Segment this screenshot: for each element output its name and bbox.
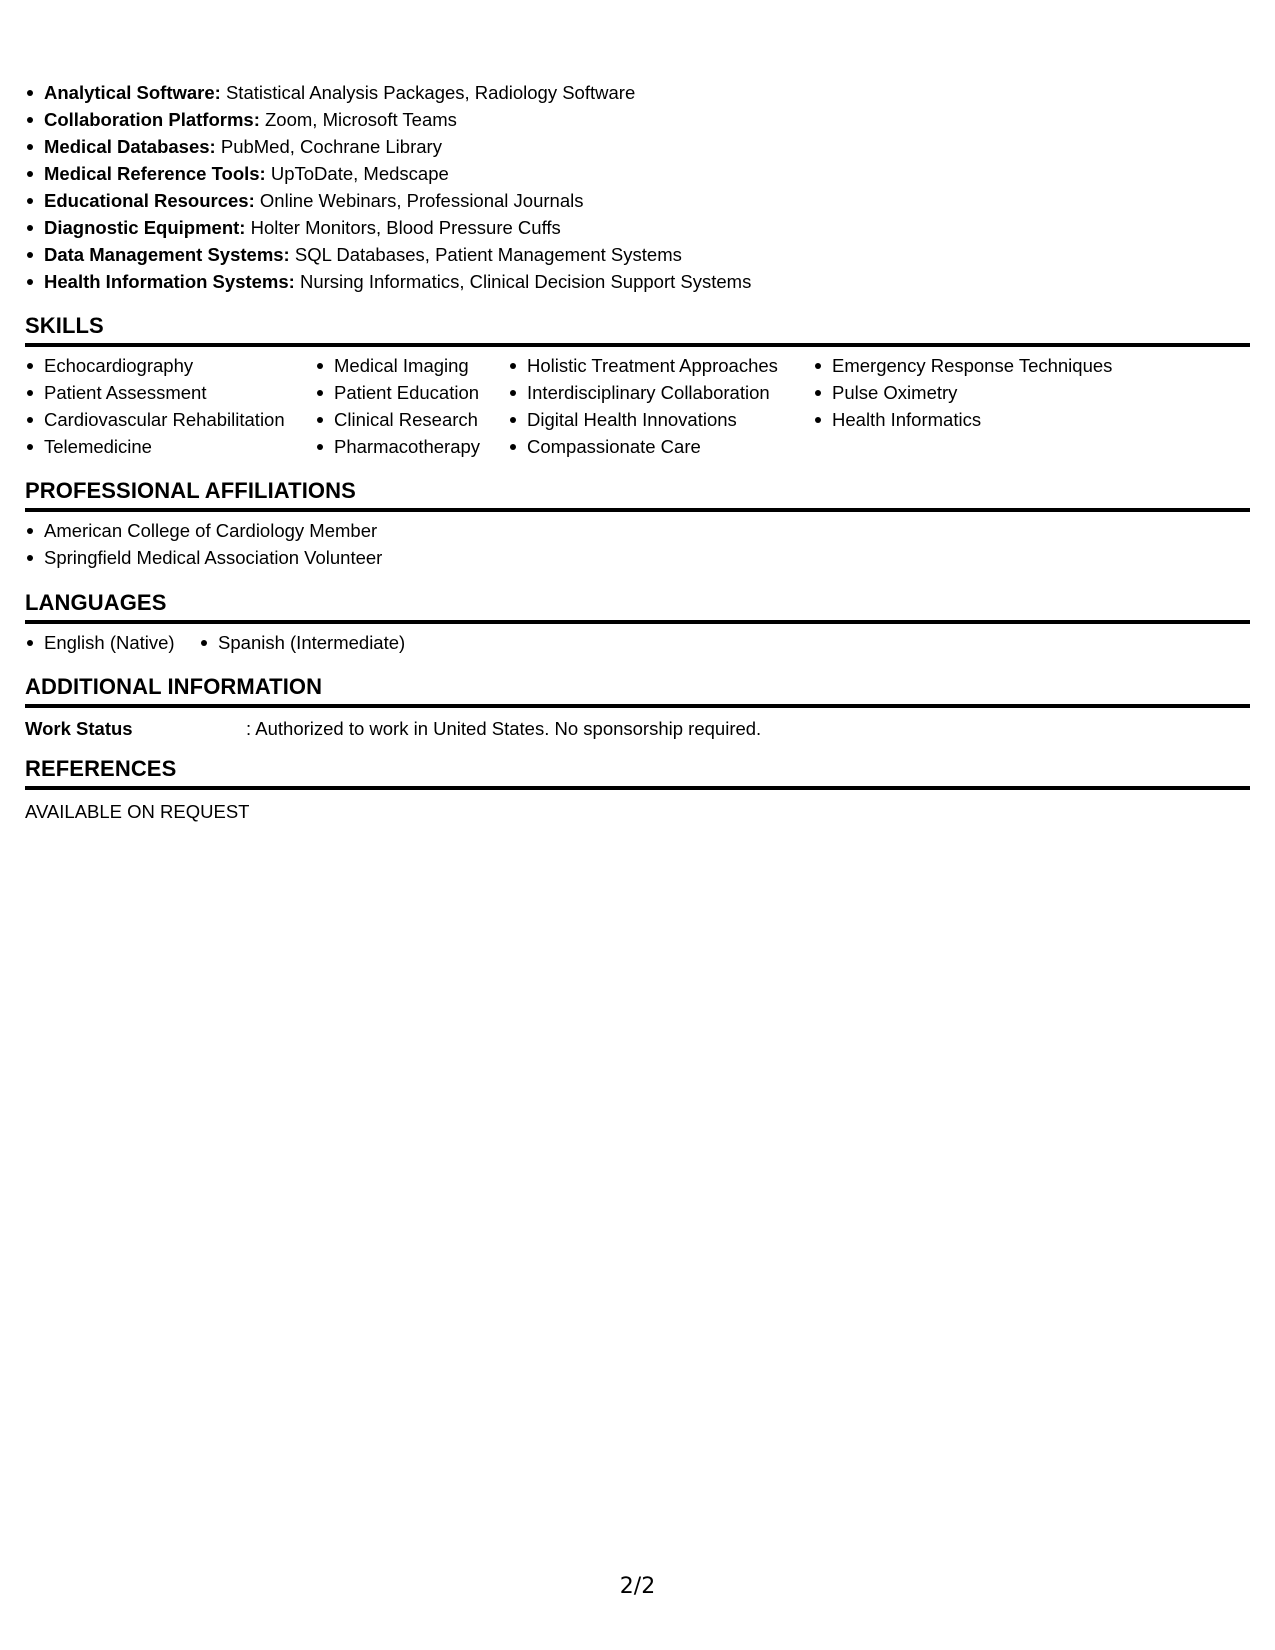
affiliations-heading: PROFESSIONAL AFFILIATIONS <box>25 478 1250 512</box>
tool-item <box>25 241 751 268</box>
affiliation-item: Springfield Medical Association Volunteer <box>25 544 382 571</box>
skill-item: Patient Education <box>315 379 480 406</box>
skills-column <box>315 352 480 460</box>
tool-item <box>25 106 751 133</box>
references-text: AVAILABLE ON REQUEST <box>25 801 250 822</box>
skill-item: Health Informatics <box>813 406 1112 433</box>
skill-item: Compassionate Care <box>508 433 778 460</box>
skill-item: Medical Imaging <box>315 352 480 379</box>
skill-item: Telemedicine <box>25 433 285 460</box>
tool-value: Online Webinars, Professional Journals <box>254 190 584 211</box>
page-number: 2/2 <box>619 1574 656 1599</box>
language-item: English (Native) <box>25 629 175 656</box>
skill-item: Clinical Research <box>315 406 480 433</box>
tool-label: Analytical Software: <box>44 82 221 103</box>
skill-item: Patient Assessment <box>25 379 285 406</box>
skill-item: Holistic Treatment Approaches <box>508 352 778 379</box>
tool-label: Diagnostic Equipment: <box>44 217 246 238</box>
skills-heading: SKILLS <box>25 313 1250 347</box>
skill-item: Emergency Response Techniques <box>813 352 1112 379</box>
tool-label: Medical Reference Tools: <box>44 163 266 184</box>
tool-value: UpToDate, Medscape <box>265 163 449 184</box>
tool-label: Collaboration Platforms: <box>44 109 260 130</box>
tool-value: Zoom, Microsoft Teams <box>259 109 457 130</box>
affiliations-list <box>25 517 382 571</box>
tool-value: Statistical Analysis Packages, Radiology Software <box>220 82 636 103</box>
affiliation-item: American College of Cardiology Member <box>25 517 382 544</box>
tool-value: SQL Databases, Patient Management Systems <box>289 244 682 265</box>
skills-column <box>813 352 1112 433</box>
tool-item <box>25 133 751 160</box>
references-heading: REFERENCES <box>25 756 1250 790</box>
languages-list <box>25 629 425 656</box>
tool-value: Nursing Informatics, Clinical Decision Support Systems <box>294 271 752 292</box>
tool-item <box>25 160 751 187</box>
work-status-value: : Authorized to work in United States. No sponsorship required. <box>246 718 762 739</box>
tool-label: Data Management Systems: <box>44 244 290 265</box>
tool-label: Health Information Systems: <box>44 271 295 292</box>
tools-list <box>25 79 751 295</box>
additional-info-heading: ADDITIONAL INFORMATION <box>25 674 1250 708</box>
skill-item: Interdisciplinary Collaboration <box>508 379 778 406</box>
tool-label: Medical Databases: <box>44 136 216 157</box>
skills-column <box>508 352 778 460</box>
tool-item <box>25 79 751 106</box>
language-item: Spanish (Intermediate) <box>199 629 405 656</box>
work-status-label: Work Status <box>25 718 133 739</box>
languages-heading: LANGUAGES <box>25 590 1250 624</box>
tool-label: Educational Resources: <box>44 190 255 211</box>
tool-value: PubMed, Cochrane Library <box>215 136 442 157</box>
tool-item <box>25 268 751 295</box>
skills-column <box>25 352 285 460</box>
skill-item: Digital Health Innovations <box>508 406 778 433</box>
skill-item: Pulse Oximetry <box>813 379 1112 406</box>
skill-item: Pharmacotherapy <box>315 433 480 460</box>
skill-item: Echocardiography <box>25 352 285 379</box>
skill-item: Cardiovascular Rehabilitation <box>25 406 285 433</box>
tool-item <box>25 187 751 214</box>
tool-value: Holter Monitors, Blood Pressure Cuffs <box>245 217 561 238</box>
tool-item <box>25 214 751 241</box>
